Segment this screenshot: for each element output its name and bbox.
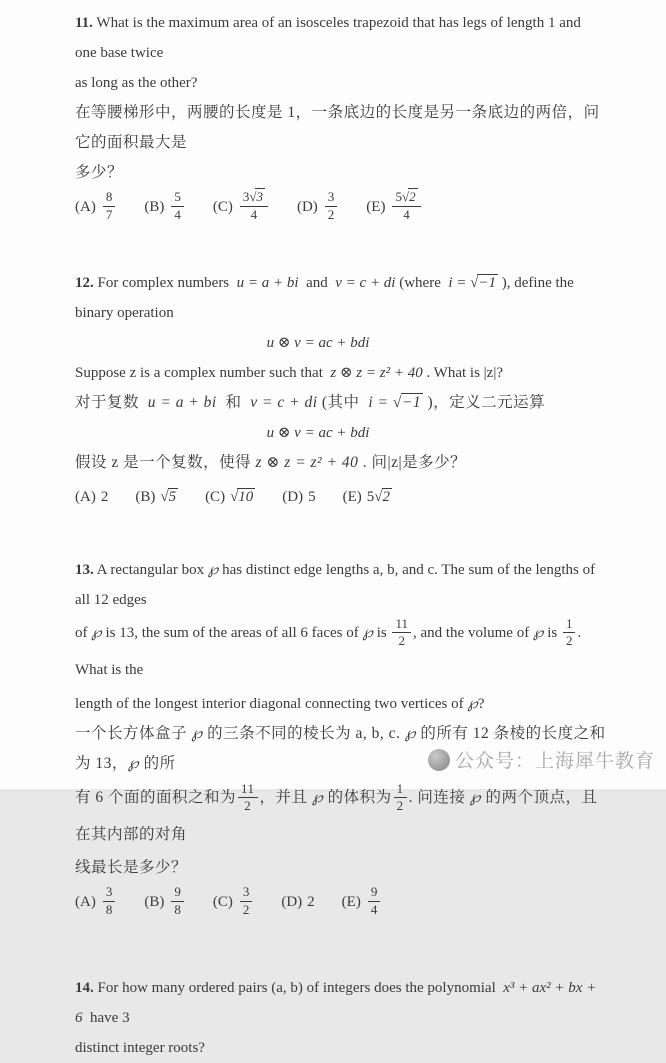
question-11-option-c: (C) $\frac{3√3}{4}$: [213, 191, 270, 223]
question-11-options-row: [75, 186, 606, 228]
question-11-option-d: (D) $\frac{3}{2}$: [297, 191, 339, 223]
question-13-line-3: length of the longest interior diagonal connecting two vertices of ℘?: [75, 696, 485, 712]
question-13-option-c: (C) $\frac{3}{2}$: [213, 886, 255, 918]
question-12-option-a: (A) 2: [75, 488, 109, 505]
question-13-option-b: (B) $\frac{9}{8}$: [144, 886, 186, 918]
question-11-line-2: as long as the other?: [75, 75, 198, 91]
question-12-option-b: (B) √5: [135, 488, 177, 505]
question-14: [75, 973, 606, 1063]
question-12-option-c: (C) √10: [205, 488, 254, 505]
watermark-logo-icon: [428, 749, 450, 771]
question-12-options-row: [75, 476, 606, 518]
question-13: [75, 555, 606, 923]
question-11-chinese-line-2: 多少？: [75, 164, 124, 181]
question-13-chinese-line-2: 有 6 个面的面积之和为 $\frac{11}{2}$ ，并且 ℘ 的体积为 $\frac{1}{2}$ . 问连接 ℘ 的两个顶点，且在其内部的对角: [75, 780, 598, 843]
question-12-chinese-line-1: 对于复数 u = a + bi 和 v = c + di (其中 i = √−1 )，定义二元运算: [75, 394, 546, 411]
question-11-option-e: (E) $\frac{5√2}{4}$: [366, 191, 422, 223]
question-12-formula-chinese: u ⊗ v = ac + bdi: [266, 425, 370, 441]
question-12-line-2: Suppose z is a complex number such that z ⊗ z = z² + 40 . What is |z|?: [75, 365, 503, 381]
question-13-option-e: (E) $\frac{9}{4}$: [342, 886, 383, 918]
question-12-option-d: (D) 5: [282, 488, 316, 505]
question-11-chinese-line-1: 在等腰梯形中，两腰的长度是 1，一条底边的长度是另一条底边的两倍，问它的面积最大是: [75, 104, 600, 151]
question-13-options-row: [75, 881, 606, 923]
question-11: [75, 8, 606, 228]
question-13-option-d: (D) 2: [281, 893, 315, 910]
question-12-option-e: (E) 5 √2: [342, 488, 391, 505]
question-12-line-1: 12. For complex numbers u = a + bi and v = c + di (where i = √−1 ), define the binary operation: [75, 275, 578, 321]
watermark: [428, 746, 655, 773]
question-13-chinese-line-3: 线最长是多少？: [75, 859, 188, 876]
question-14-line-1: 14. For how many ordered pairs (a, b) of integers does the polynomial x³ + ax² + bx + 6 have 3: [75, 980, 601, 1026]
question-11-option-b: (B) $\frac{5}{4}$: [144, 191, 186, 223]
question-13-line-2: of ℘ is 13, the sum of the areas of all 6 faces of ℘ is $\frac{11}{2}$ , and the volume of ℘ is $\frac{1}{2}$ . What is the: [75, 615, 585, 678]
question-14-line-2-cutoff: distinct integer roots?: [75, 1040, 205, 1056]
question-11-line-1: 11. What is the maximum area of an isosceles trapezoid that has legs of length 1 and one base twice: [75, 15, 585, 61]
page-content: [75, 0, 606, 1063]
question-13-option-a: (A) $\frac{3}{8}$: [75, 886, 117, 918]
watermark-text: 公众号：上海犀牛教育: [455, 751, 656, 772]
question-12-chinese-line-2: 假设 z 是一个复数，使得 z ⊗ z = z² + 40 . 问|z|是多少？: [75, 454, 467, 471]
question-12-formula: u ⊗ v = ac + bdi: [266, 335, 370, 351]
question-12: [75, 268, 606, 518]
question-11-option-a: (A) $\frac{8}{7}$: [75, 191, 117, 223]
question-13-line-1: 13. A rectangular box ℘ has distinct edge lengths a, b, and c. The sum of the lengths of all 12 edges: [75, 562, 599, 608]
question-13-chinese-line-1: 一个长方体盒子 ℘ 的三条不同的棱长为 a, b, c. ℘ 的所有 12 条棱的长度之和为 13，℘ 的所: [75, 725, 606, 772]
